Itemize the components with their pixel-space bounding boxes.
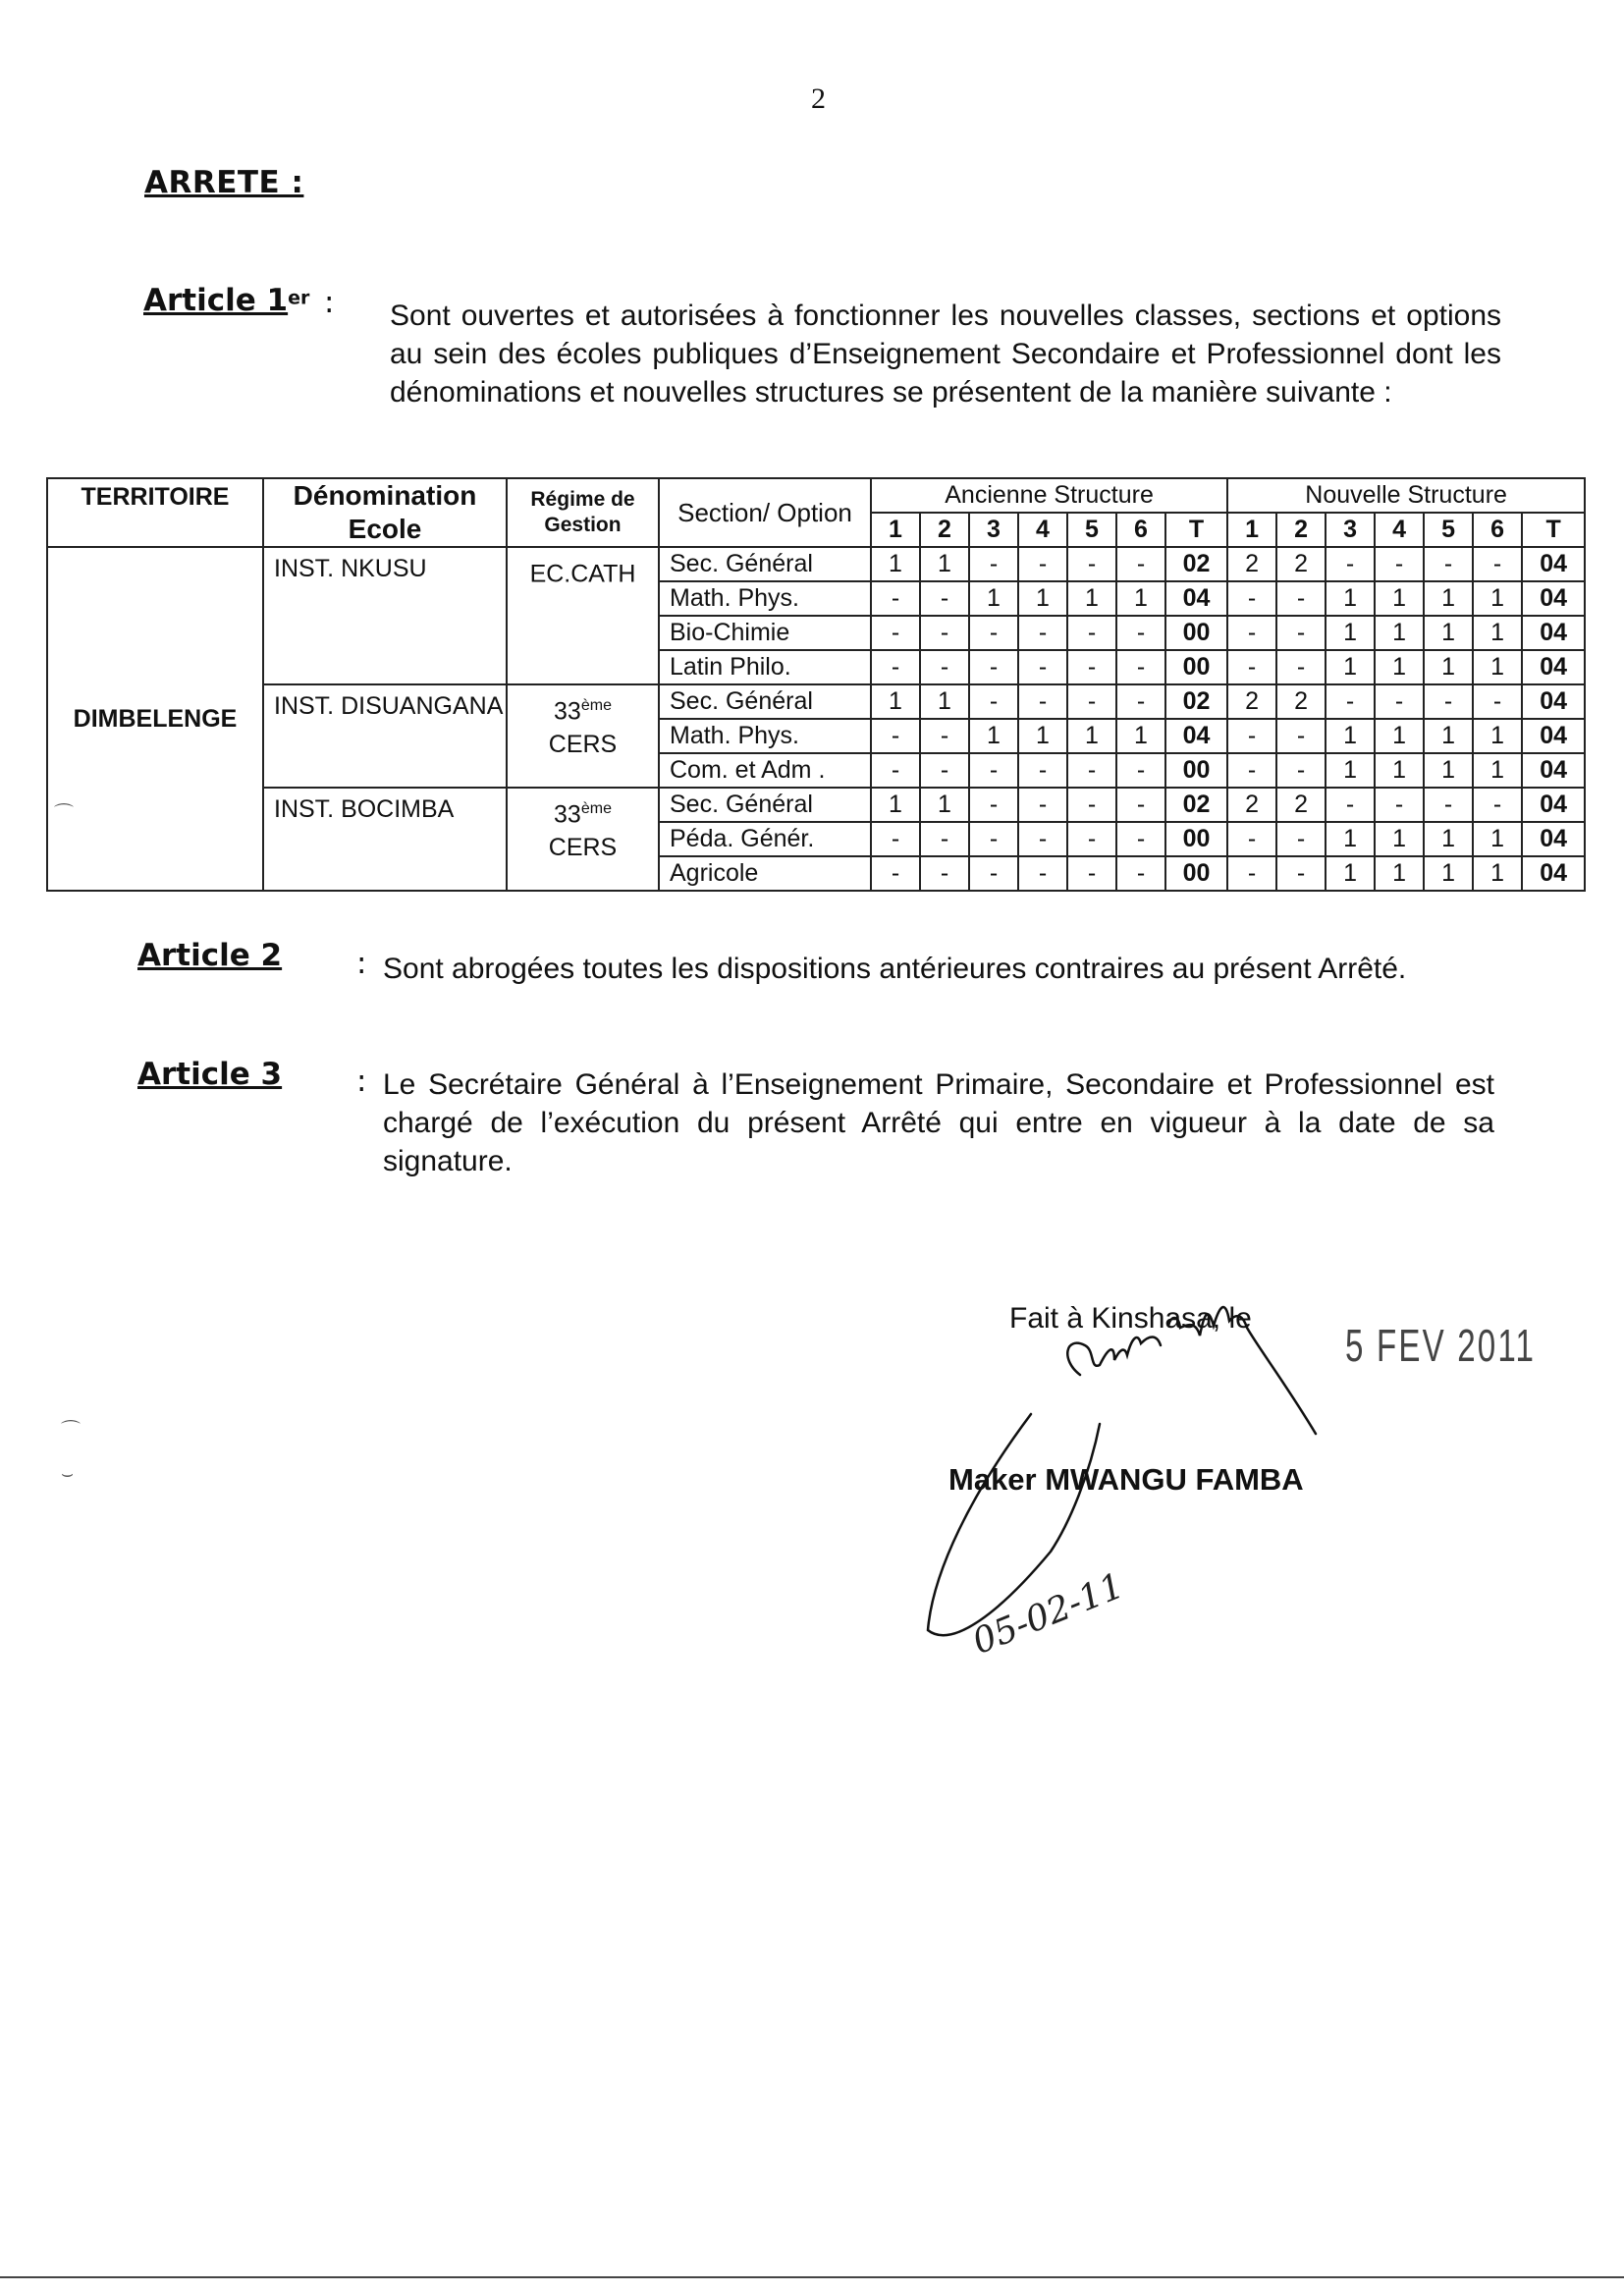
nouvelle-value-cell: - [1227, 719, 1276, 753]
ancienne-value-cell: - [920, 616, 969, 650]
school-name-cell: INST. DISUANGANA [263, 684, 507, 788]
nouvelle-value-cell: - [1473, 684, 1522, 719]
nouvelle-value-cell: - [1326, 788, 1375, 822]
nouvelle-value-cell: 1 [1424, 650, 1473, 684]
nouvelle-value-cell: 04 [1522, 650, 1585, 684]
nouvelle-value-cell: - [1424, 684, 1473, 719]
nouvelle-value-cell: - [1227, 650, 1276, 684]
ancienne-value-cell: - [969, 788, 1018, 822]
section-cell: Latin Philo. [659, 650, 871, 684]
nouvelle-value-cell: 04 [1522, 581, 1585, 616]
ancienne-value-cell: - [871, 856, 920, 891]
ancienne-value-cell: - [871, 616, 920, 650]
ancienne-value-cell: 04 [1165, 719, 1227, 753]
regime-superscript: ème [580, 697, 612, 714]
regime-cell [507, 788, 659, 891]
nouvelle-value-cell: 04 [1522, 822, 1585, 856]
ancienne-value-cell: - [1116, 684, 1165, 719]
ancienne-value-cell: - [871, 753, 920, 788]
nouvelle-value-cell: 1 [1326, 856, 1375, 891]
regime-cell [507, 684, 659, 788]
ancienne-value-cell: - [920, 650, 969, 684]
ancienne-value-cell: 1 [920, 684, 969, 719]
nouvelle-value-cell: 1 [1473, 581, 1522, 616]
arrete-heading: ARRETE : [144, 165, 304, 200]
article-2-label: Article 2 [137, 938, 283, 973]
ancienne-value-cell: - [871, 822, 920, 856]
table-row [47, 788, 1585, 822]
nouvelle-value-cell: - [1473, 547, 1522, 581]
table-row [47, 684, 1585, 719]
ancienne-value-cell: - [1116, 616, 1165, 650]
nouvelle-value-cell: - [1326, 547, 1375, 581]
ancienne-value-cell: 1 [871, 788, 920, 822]
nouvelle-value-cell: 1 [1326, 650, 1375, 684]
ancienne-value-cell: - [969, 616, 1018, 650]
ancienne-value-cell: - [1067, 753, 1116, 788]
col-header: 4 [1018, 513, 1067, 547]
ancienne-value-cell: - [969, 822, 1018, 856]
ancienne-value-cell: - [1018, 547, 1067, 581]
nouvelle-value-cell: 04 [1522, 616, 1585, 650]
ancienne-value-cell: 1 [871, 684, 920, 719]
article-3-text: Le Secrétaire Général à l’Enseignement Primaire, Secondaire et Professionnel est chargé de l’exécution du présent Arrêté qui entre en vigueur à la date de sa signature. [383, 1068, 1494, 1177]
ancienne-value-cell: - [871, 719, 920, 753]
nouvelle-value-cell: - [1375, 788, 1424, 822]
nouvelle-value-cell: - [1276, 650, 1326, 684]
section-cell: Com. et Adm . [659, 753, 871, 788]
ancienne-value-cell: - [1018, 650, 1067, 684]
nouvelle-value-cell: 2 [1276, 547, 1326, 581]
section-cell: Math. Phys. [659, 719, 871, 753]
ancienne-value-cell: - [1018, 856, 1067, 891]
nouvelle-value-cell: 1 [1424, 753, 1473, 788]
ancienne-value-cell: 1 [920, 788, 969, 822]
col-header: 3 [1326, 513, 1375, 547]
ancienne-value-cell: 1 [1116, 581, 1165, 616]
page-number: 2 [811, 82, 826, 115]
nouvelle-value-cell: 1 [1424, 616, 1473, 650]
nouvelle-value-cell: 1 [1375, 856, 1424, 891]
ancienne-value-cell: - [871, 650, 920, 684]
nouvelle-value-cell: - [1276, 581, 1326, 616]
ancienne-value-cell: - [1116, 788, 1165, 822]
nouvelle-value-cell: 04 [1522, 788, 1585, 822]
article-2-colon: : [356, 946, 367, 981]
ancienne-value-cell: - [1018, 822, 1067, 856]
col-header: 2 [920, 513, 969, 547]
nouvelle-value-cell: - [1276, 753, 1326, 788]
ancienne-value-cell: - [1116, 856, 1165, 891]
ancienne-value-cell: 1 [1067, 581, 1116, 616]
section-cell: Math. Phys. [659, 581, 871, 616]
section-cell: Sec. Général [659, 547, 871, 581]
ancienne-value-cell: - [1067, 822, 1116, 856]
ancienne-value-cell: - [1018, 788, 1067, 822]
nouvelle-value-cell: - [1227, 616, 1276, 650]
nouvelle-value-cell: 04 [1522, 753, 1585, 788]
nouvelle-value-cell: 2 [1227, 547, 1276, 581]
nouvelle-value-cell: 1 [1375, 581, 1424, 616]
margin-mark: ⌣ [61, 1461, 75, 1485]
nouvelle-value-cell: - [1375, 547, 1424, 581]
col-header: 3 [969, 513, 1018, 547]
section-cell: Sec. Général [659, 788, 871, 822]
nouvelle-value-cell: 1 [1375, 616, 1424, 650]
nouvelle-value-cell: 1 [1473, 616, 1522, 650]
ancienne-value-cell: 1 [969, 719, 1018, 753]
nouvelle-value-cell: - [1276, 822, 1326, 856]
nouvelle-value-cell: 1 [1424, 856, 1473, 891]
col-header: 2 [1276, 513, 1326, 547]
table-row [47, 547, 1585, 581]
regime-text: 33 [554, 800, 581, 829]
margin-mark: ⌒ [54, 801, 74, 825]
ancienne-value-cell: 02 [1165, 547, 1227, 581]
regime-superscript: ème [580, 800, 612, 817]
section-cell: Agricole [659, 856, 871, 891]
nouvelle-value-cell: 1 [1473, 856, 1522, 891]
nouvelle-value-cell: 04 [1522, 719, 1585, 753]
ancienne-value-cell: - [969, 856, 1018, 891]
territoire-cell: DIMBELENGE [47, 547, 263, 891]
ancienne-value-cell: 00 [1165, 856, 1227, 891]
section-cell: Sec. Général [659, 684, 871, 719]
col-header: 6 [1473, 513, 1522, 547]
nouvelle-value-cell: - [1276, 719, 1326, 753]
ancienne-value-cell: - [969, 684, 1018, 719]
ancienne-value-cell: 1 [871, 547, 920, 581]
article-3-label: Article 3 [137, 1057, 283, 1092]
nouvelle-value-cell: 1 [1375, 719, 1424, 753]
nouvelle-value-cell: - [1227, 581, 1276, 616]
ancienne-value-cell: 1 [1067, 719, 1116, 753]
section-cell: Bio-Chimie [659, 616, 871, 650]
ancienne-value-cell: - [1018, 753, 1067, 788]
date-stamp: 5 FEV 2011 [1345, 1320, 1537, 1371]
nouvelle-value-cell: 1 [1473, 719, 1522, 753]
header-section: Section/ Option [659, 478, 871, 547]
header-ancienne-structure: Ancienne Structure [871, 478, 1227, 513]
fait-a-kinshasa: Fait à Kinshasa, le [1009, 1302, 1252, 1335]
nouvelle-value-cell: 04 [1522, 684, 1585, 719]
nouvelle-value-cell: 1 [1375, 822, 1424, 856]
ancienne-value-cell: - [1067, 650, 1116, 684]
col-header: 6 [1116, 513, 1165, 547]
nouvelle-value-cell: 1 [1375, 753, 1424, 788]
col-header: 4 [1375, 513, 1424, 547]
nouvelle-value-cell: 1 [1424, 822, 1473, 856]
table-header-row-1 [47, 478, 1585, 513]
ancienne-value-cell: - [969, 650, 1018, 684]
structure-table [46, 477, 1586, 892]
nouvelle-value-cell: - [1227, 856, 1276, 891]
nouvelle-value-cell: - [1424, 788, 1473, 822]
col-header: T [1522, 513, 1585, 547]
nouvelle-value-cell: 2 [1227, 788, 1276, 822]
ancienne-value-cell: - [1067, 856, 1116, 891]
ancienne-value-cell: - [969, 753, 1018, 788]
ancienne-value-cell: 00 [1165, 822, 1227, 856]
ancienne-value-cell: 02 [1165, 684, 1227, 719]
header-nouvelle-structure: Nouvelle Structure [1227, 478, 1585, 513]
ancienne-value-cell: 1 [920, 547, 969, 581]
regime-line-2: CERS [548, 731, 618, 759]
nouvelle-value-cell: 1 [1473, 753, 1522, 788]
nouvelle-value-cell: 04 [1522, 547, 1585, 581]
col-header: 1 [1227, 513, 1276, 547]
article-2-text: Sont abrogées toutes les dispositions antérieures contraires au présent Arrêté. [383, 953, 1407, 985]
ancienne-value-cell: - [920, 719, 969, 753]
ancienne-value-cell: - [920, 856, 969, 891]
col-header: 1 [871, 513, 920, 547]
article-1-text: Sont ouvertes et autorisées à fonctionner les nouvelles classes, sections et options au sein des écoles publiques d’Enseignement Secondaire et Professionnel dont les dénominations et nouvelles structures se présentent de la manière suivante : [390, 300, 1501, 409]
regime-line-2: CERS [548, 834, 618, 862]
regime-cell [507, 547, 659, 684]
nouvelle-value-cell: 1 [1326, 719, 1375, 753]
ancienne-value-cell: - [1067, 616, 1116, 650]
nouvelle-value-cell: 1 [1473, 650, 1522, 684]
signer-name: Maker MWANGU FAMBA [948, 1462, 1304, 1497]
ancienne-value-cell: 04 [1165, 581, 1227, 616]
ancienne-value-cell: 00 [1165, 650, 1227, 684]
article-1-label [143, 283, 309, 318]
ancienne-value-cell: - [1067, 684, 1116, 719]
nouvelle-value-cell: - [1326, 684, 1375, 719]
ancienne-value-cell: - [1018, 616, 1067, 650]
ancienne-value-cell: 1 [1018, 581, 1067, 616]
ancienne-value-cell: - [1116, 753, 1165, 788]
ancienne-value-cell: - [1116, 547, 1165, 581]
col-header: T [1165, 513, 1227, 547]
margin-mark: ⌒ [61, 1418, 81, 1442]
ancienne-value-cell: - [1116, 650, 1165, 684]
regime-text: EC.CATH [529, 560, 636, 588]
nouvelle-value-cell: - [1424, 547, 1473, 581]
ancienne-value-cell: - [1116, 822, 1165, 856]
scan-border-line [0, 2276, 1624, 2278]
ancienne-value-cell: 1 [1116, 719, 1165, 753]
regime-text: 33 [554, 697, 581, 726]
ancienne-value-cell: 1 [969, 581, 1018, 616]
ancienne-value-cell: - [920, 822, 969, 856]
col-header: 5 [1067, 513, 1116, 547]
ancienne-value-cell: - [920, 581, 969, 616]
nouvelle-value-cell: 1 [1424, 719, 1473, 753]
nouvelle-value-cell: 2 [1276, 684, 1326, 719]
nouvelle-value-cell: - [1227, 753, 1276, 788]
nouvelle-value-cell: - [1375, 684, 1424, 719]
ancienne-value-cell: - [1067, 788, 1116, 822]
ancienne-value-cell: - [969, 547, 1018, 581]
header-territoire: TERRITOIRE [47, 478, 263, 547]
nouvelle-value-cell: - [1276, 616, 1326, 650]
ancienne-value-cell: - [1018, 684, 1067, 719]
nouvelle-value-cell: 1 [1375, 650, 1424, 684]
nouvelle-value-cell: 2 [1276, 788, 1326, 822]
ancienne-value-cell: 00 [1165, 753, 1227, 788]
article-1-superscript: er [288, 287, 310, 309]
ancienne-value-cell: - [1067, 547, 1116, 581]
col-header: 5 [1424, 513, 1473, 547]
nouvelle-value-cell: 1 [1326, 822, 1375, 856]
ancienne-value-cell: 00 [1165, 616, 1227, 650]
article-1-label-text: Article 1 [143, 283, 289, 318]
article-3-colon: : [356, 1064, 367, 1099]
nouvelle-value-cell: 1 [1473, 822, 1522, 856]
ancienne-value-cell: - [871, 581, 920, 616]
nouvelle-value-cell: 1 [1326, 581, 1375, 616]
ancienne-value-cell: 1 [1018, 719, 1067, 753]
nouvelle-value-cell: 1 [1424, 581, 1473, 616]
section-cell: Péda. Génér. [659, 822, 871, 856]
article-1-colon: : [324, 285, 335, 320]
handwritten-date: 05-02-11 [967, 1565, 1130, 1664]
nouvelle-value-cell: 2 [1227, 684, 1276, 719]
header-regime: Régime de Gestion [507, 478, 659, 547]
nouvelle-value-cell: - [1473, 788, 1522, 822]
nouvelle-value-cell: 04 [1522, 856, 1585, 891]
ancienne-value-cell: - [920, 753, 969, 788]
header-denomination: Dénomination Ecole [263, 478, 507, 547]
school-name-cell: INST. NKUSU [263, 547, 507, 684]
nouvelle-value-cell: - [1227, 822, 1276, 856]
ancienne-value-cell: 02 [1165, 788, 1227, 822]
nouvelle-value-cell: 1 [1326, 616, 1375, 650]
nouvelle-value-cell: 1 [1326, 753, 1375, 788]
nouvelle-value-cell: - [1276, 856, 1326, 891]
school-name-cell: INST. BOCIMBA [263, 788, 507, 891]
